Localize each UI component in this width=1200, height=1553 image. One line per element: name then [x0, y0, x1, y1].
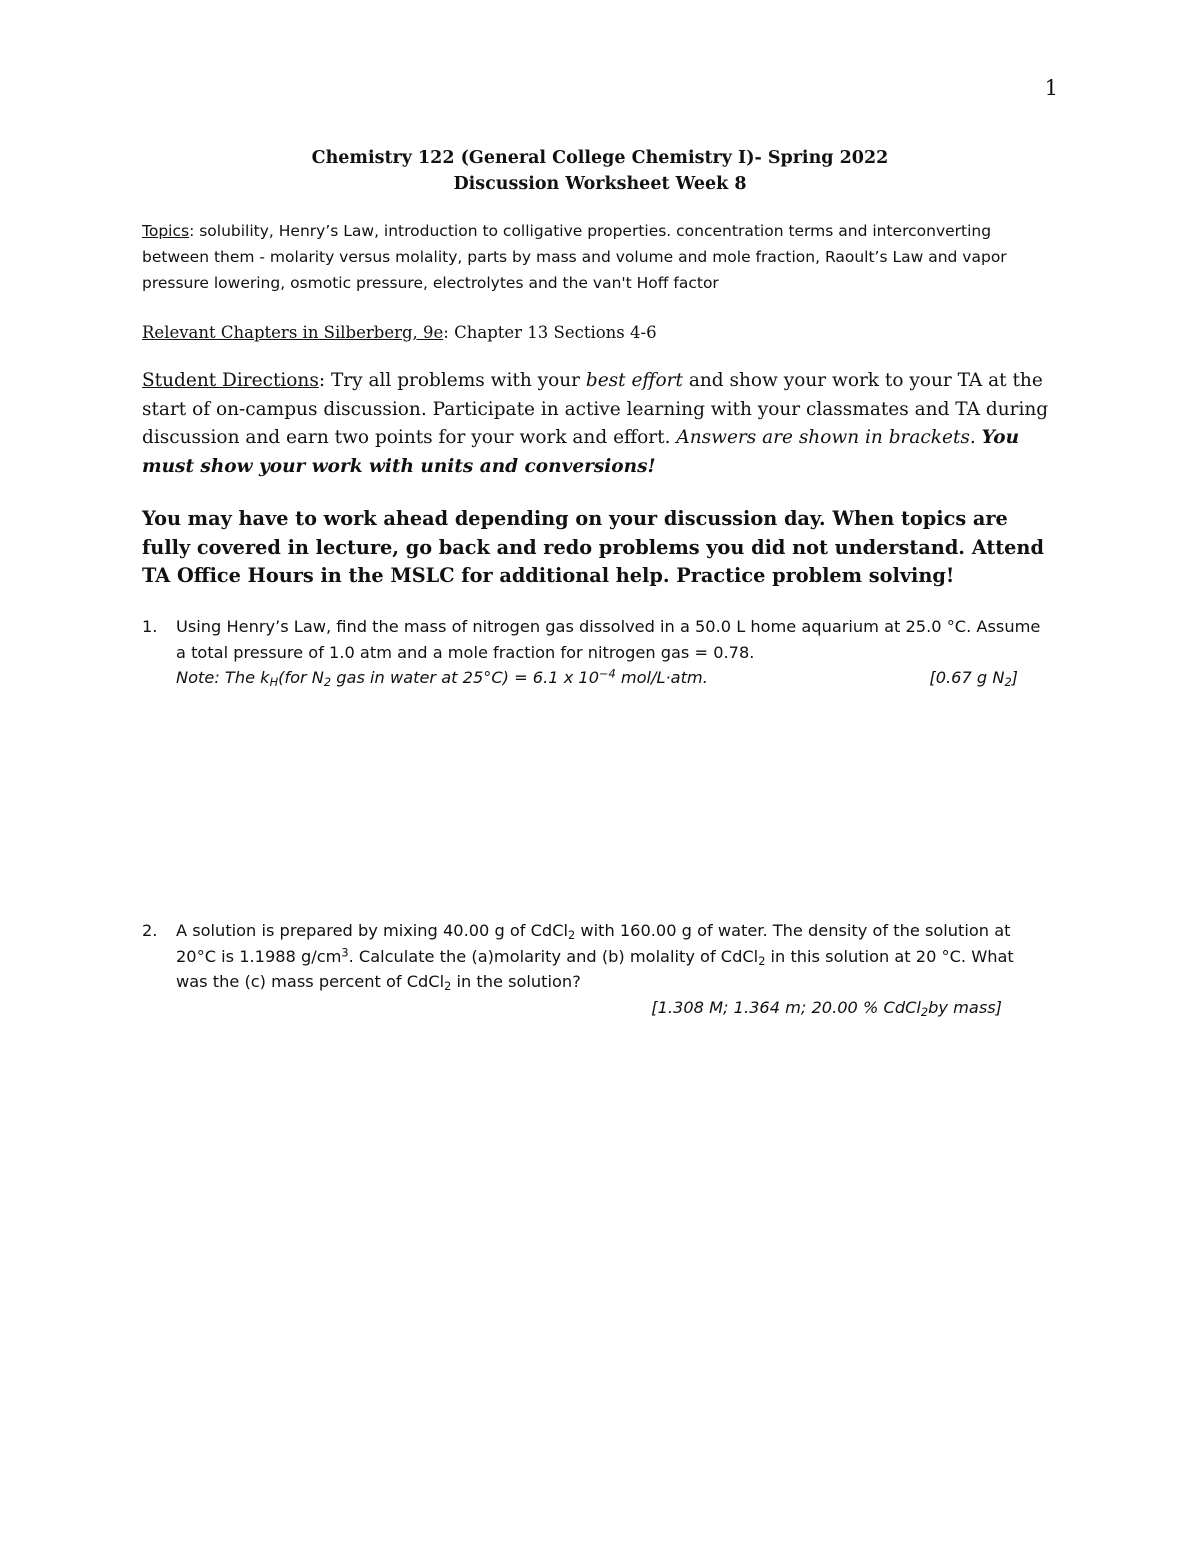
chapters-paragraph	[142, 320, 1062, 346]
problem-body	[176, 918, 1046, 1021]
worksheet-subtitle: Discussion Worksheet Week 8	[453, 174, 747, 194]
directions-emphasis: best effort	[585, 370, 683, 391]
problem-text: A solution is prepared by mixing 40.00 g of CdCl$_2$ with 160.00 g of water. The density of the solution at 20°C is 1.1988 $g/cm^3$. Calculate the (a)molarity and (b) molality of CdCl$_2$ in this solution at 20 °C. What was the (c) mass percent of CdCl$_2$ in the solution?	[176, 921, 1014, 993]
worksheet-title: Chemistry 122 (General College Chemistry I)- Spring 2022	[311, 148, 889, 168]
warning-paragraph: You may have to work ahead depending on your discussion day. When topics are fully covered in lecture, go back and redo problems you did not understand. Attend TA Office Hours in the MSLC for additional help. Practice problem solving!	[142, 507, 1044, 587]
problem-answer: [0.67 g $N_2$]	[929, 668, 1018, 689]
problem-answer: [1.308 M; 1.364 m; 20.00 % CdCl$_2$by mass]	[651, 997, 1002, 1019]
directions-paragraph	[142, 367, 1062, 481]
directions-text-b: and show your work to your TA at the start of on-campus discussion. Participate in active learning with your classmates and TA during discussion and earn two points for your work and effort.	[142, 370, 1049, 449]
chapters-text: : Chapter 13 Sections 4-6	[443, 323, 657, 342]
directions-label: Student Directions	[142, 370, 319, 391]
directions-text-a: : Try all problems with your	[318, 370, 586, 391]
topics-label: Topics	[142, 222, 190, 240]
problem-number: 2.	[142, 921, 158, 940]
directions-answers-note: Answers are shown in brackets.	[676, 427, 976, 449]
problem-text: Using Henry’s Law, find the mass of nitrogen gas dissolved in a 50.0 L home aquarium at 25.0 °C. Assume a total pressure of 1.0 atm and a mole fraction for nitrogen gas = 0.78.	[176, 617, 1041, 662]
chapters-label: Relevant Chapters in Silberberg, 9e	[142, 323, 444, 342]
directions-work-note: You must show your work with units and conversions!	[142, 427, 1020, 477]
topics-text: : solubility, Henry’s Law, introduction to colligative properties. concentration terms and interconverting between them - molarity versus molality, parts by mass and volume and mole fraction, Raoult’s Law and vapor pressure lowering, osmotic pressure, electrolytes and the van't Hoff factor	[142, 222, 1007, 292]
problem-body	[176, 614, 1046, 691]
page-number: 1	[1044, 76, 1058, 100]
problem-note: Note: The $k_H(for$ $N_2$ gas in water at 25°C) = 6.1 x $10^{-4}$ mol/L·atm. [0.67 g $N_2$]	[176, 666, 1018, 689]
problem-number: 1.	[142, 617, 158, 636]
topics-paragraph	[142, 218, 1062, 296]
